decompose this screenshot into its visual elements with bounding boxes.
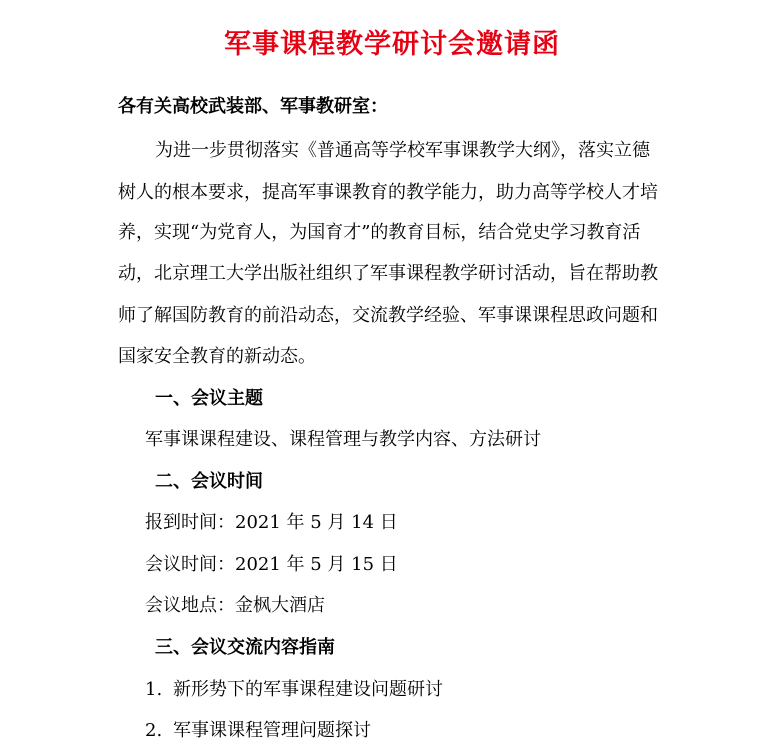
meeting-location: 会议地点：金枫大酒店 [145, 595, 325, 616]
list-item [145, 718, 371, 744]
intro-line-4: 动，北京理工大学出版社组织了军事课程教学研讨活动，旨在帮助教 [118, 263, 658, 284]
list-item-text: 新形势下的军事课程建设问题研讨 [173, 679, 443, 700]
intro-line-3: 养，实现“为党育人，为国育才”的教育目标，结合党史学习教育活 [118, 222, 641, 243]
intro-line-6: 国家安全教育的新动态。 [118, 346, 316, 367]
list-item-text: 军事课课程管理问题探讨 [173, 720, 371, 741]
intro-line-2: 树人的根本要求，提高军事课教育的教学能力，助力高等学校人才培 [118, 182, 658, 203]
meeting-time: 会议时间：2021 年 5 月 15 日 [145, 554, 398, 575]
section-heading-time: 二、会议时间 [155, 471, 263, 492]
section-heading-theme: 一、会议主题 [155, 388, 263, 409]
intro-line-5: 师了解国防教育的前沿动态，交流教学经验、军事课课程思政问题和 [118, 305, 658, 326]
salutation: 各有关高校武装部、军事教研室： [118, 96, 388, 117]
list-item-number: 1. [145, 679, 163, 700]
report-time: 报到时间：2021 年 5 月 14 日 [145, 512, 398, 533]
document-title: 军事课程教学研讨会邀请函 [224, 29, 560, 60]
list-item-number: 2. [145, 720, 163, 741]
list-item [145, 677, 443, 703]
theme-content: 军事课课程建设、课程管理与教学内容、方法研讨 [145, 429, 541, 450]
section-heading-guide: 三、会议交流内容指南 [155, 637, 335, 658]
intro-line-1: 为进一步贯彻落实《普通高等学校军事课教学大纲》，落实立德 [155, 140, 650, 161]
